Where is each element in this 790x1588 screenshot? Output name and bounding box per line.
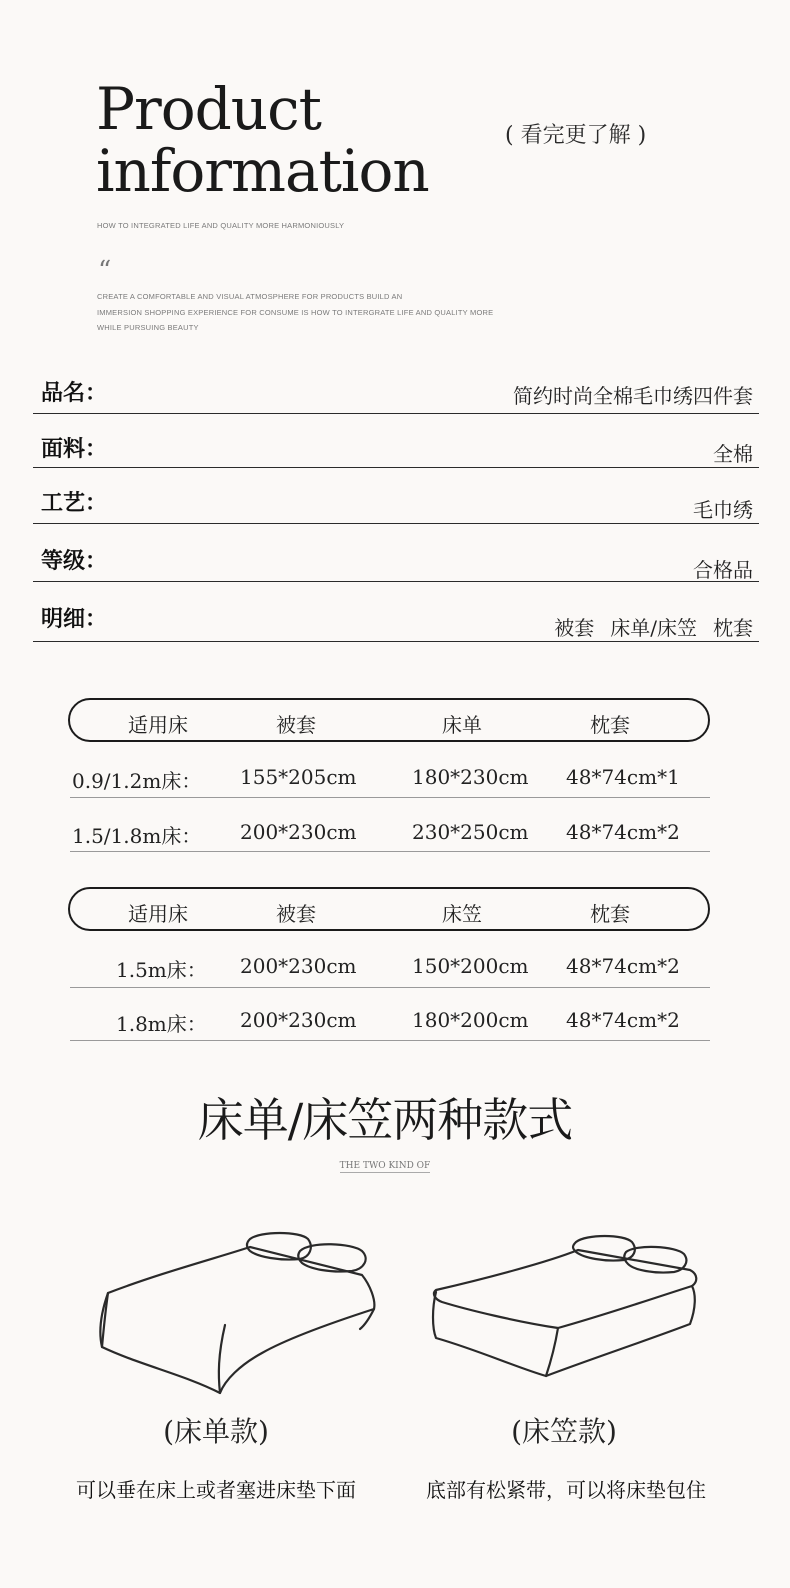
info-row-grade (33, 524, 759, 582)
fitted-sheet-label: (床笠款) (511, 1415, 617, 1448)
table-cell: 200*230cm (240, 820, 357, 844)
detail-sheet: 床单/床笠 (610, 616, 697, 640)
detail-duvet: 被套 (554, 616, 595, 640)
table-cell: 155*205cm (240, 765, 357, 789)
table-cell: 150*200cm (412, 954, 529, 978)
info-row-craft (33, 468, 759, 524)
table-cell: 200*230cm (240, 954, 357, 978)
info-value-details (554, 612, 753, 641)
table-cell: 48*74cm*2 (566, 954, 680, 978)
side-note: ( 看完更了解 ) (505, 123, 647, 148)
flat-sheet-description: 可以垂在床上或者塞进床垫下面 (76, 1478, 356, 1502)
quote-icon: “ (98, 256, 112, 286)
info-label: 品名： (41, 381, 108, 406)
paragraph-line: IMMERSION SHOPPING EXPERIENCE FOR CONSUME IS HOW TO INTERGRATE LIFE AND QUALITY MORE (97, 307, 494, 317)
info-label: 工艺： (41, 491, 108, 516)
table-cell: 1.8m床： (116, 1012, 207, 1036)
table-cell: 230*250cm (412, 820, 529, 844)
row-divider (70, 797, 710, 798)
fitted-sheet-bed-icon (428, 1228, 708, 1388)
header-bed-size: 适用床 (128, 902, 188, 926)
header-paragraph (97, 289, 497, 336)
info-value: 简约时尚全棉毛巾绣四件套 (513, 384, 753, 408)
header-bed-size: 适用床 (128, 713, 188, 737)
table1-header (68, 698, 710, 742)
info-label: 面料： (41, 437, 108, 462)
styles-subheading-text: THE TWO KIND OF (339, 1161, 431, 1171)
row-divider (70, 1040, 710, 1041)
detail-pillowcase: 枕套 (713, 616, 753, 640)
styles-subheading (0, 1161, 770, 1171)
info-label: 明细： (41, 607, 108, 632)
info-value: 全棉 (713, 442, 753, 466)
table-cell: 200*230cm (240, 1008, 357, 1032)
header-duvet: 被套 (276, 713, 316, 737)
table-cell: 48*74cm*2 (566, 820, 680, 844)
info-row-details (33, 582, 759, 642)
flat-sheet-label: (床单款) (163, 1415, 269, 1448)
header-pillowcase: 枕套 (590, 902, 630, 926)
flat-sheet-bed-icon (90, 1225, 390, 1405)
header-pillowcase: 枕套 (590, 713, 630, 737)
title-line-2: information (96, 137, 429, 205)
header-fitted-sheet: 床笠 (442, 902, 482, 926)
styles-heading: 床单/床笠两种款式 (197, 1093, 573, 1147)
table-cell: 180*230cm (412, 765, 529, 789)
info-row-name (33, 358, 759, 414)
title-line-1: Product (96, 75, 321, 143)
table-cell: 48*74cm*2 (566, 1008, 680, 1032)
product-information-title (96, 75, 516, 205)
table-cell: 1.5/1.8m床： (72, 824, 202, 848)
row-divider (70, 987, 710, 988)
table-cell: 0.9/1.2m床： (72, 769, 202, 793)
info-value: 毛巾绣 (693, 498, 753, 522)
row-divider (70, 851, 710, 852)
info-row-fabric (33, 414, 759, 468)
header-sheet: 床单 (442, 713, 482, 737)
info-value: 合格品 (693, 558, 753, 582)
header-duvet: 被套 (276, 902, 316, 926)
info-label: 等级： (41, 549, 108, 574)
paragraph-line: CREATE A COMFORTABLE AND VISUAL ATMOSPHERE FOR PRODUCTS BUILD AN (97, 292, 403, 301)
paragraph-line: WHILE PURSUING BEAUTY (97, 323, 199, 332)
fitted-sheet-description: 底部有松紧带，可以将床垫包住 (426, 1478, 706, 1502)
header-subtitle: HOW TO INTEGRATED LIFE AND QUALITY MORE HARMONIOUSLY (97, 221, 345, 230)
table-cell: 180*200cm (412, 1008, 529, 1032)
table-cell: 48*74cm*1 (566, 765, 680, 789)
table-cell: 1.5m床： (116, 958, 207, 982)
table2-header (68, 887, 710, 931)
